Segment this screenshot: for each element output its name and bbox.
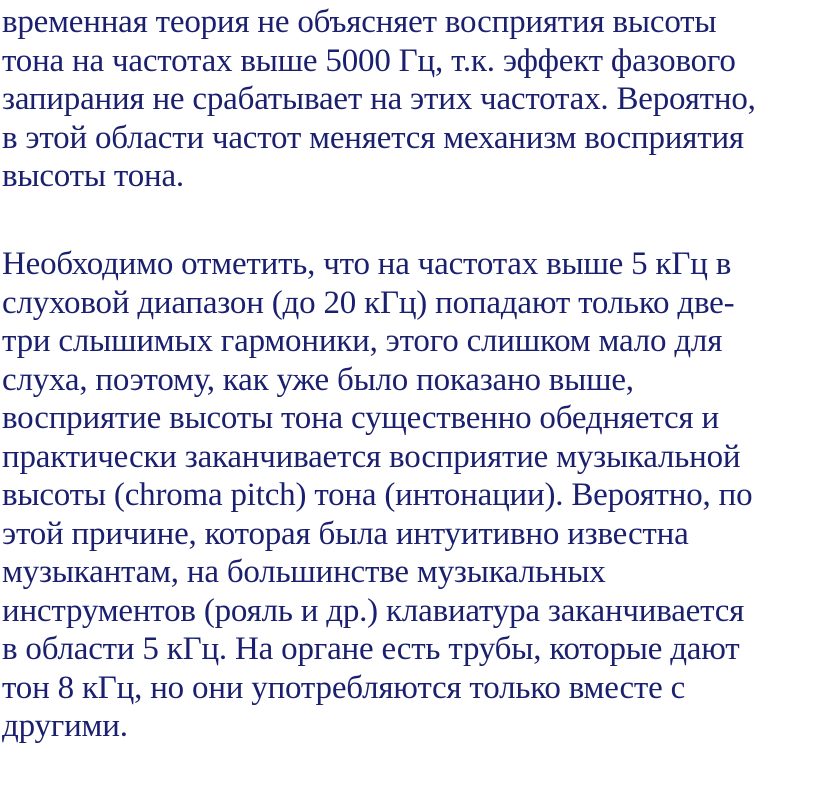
text-line: инструментов (рояль и др.) клавиатура заканчивается [2,592,745,629]
text-line: тона на частотах выше 5000 Гц, т.к. эффект фазового [2,42,736,79]
paragraph-temporal-theory [2,3,756,196]
text-line: музыкантам, на большинстве музыкальных [2,554,606,590]
text-line: три слышимых гармоники, этого слишком мало для [2,323,723,359]
text-line: практически заканчивается восприятие музыкальной [2,438,741,475]
text-line: слуховой диапазон (до 20 кГц) попадают только две- [2,284,735,321]
text-line: в этой области частот меняется механизм восприятия [2,119,744,156]
text-line: тон 8 кГц, но они употребляются только вместе с [2,669,686,706]
text-line: слуха, поэтому, как уже было показано выше, [2,361,634,398]
text-line: восприятие высоты тона существенно обедняется и [2,400,719,436]
text-line: этой причине, которая была интуитивно известна [2,515,689,552]
text-line: в области 5 кГц. На органе есть трубы, которые дают [2,631,740,667]
text-line: высоты тона. [2,158,184,194]
text-line: Необходимо отметить, что на частотах выше 5 кГц в [2,246,732,282]
text-line: временная теория не объясняет восприятия высоты [2,4,717,40]
text-line: высоты (chroma pitch) тона (интонации). Вероятно, по [2,477,753,513]
paragraph-pitch-perception [2,245,752,746]
text-line: другими. [2,708,128,744]
text-line: запирания не срабатывает на этих частотах. Вероятно, [2,81,756,117]
